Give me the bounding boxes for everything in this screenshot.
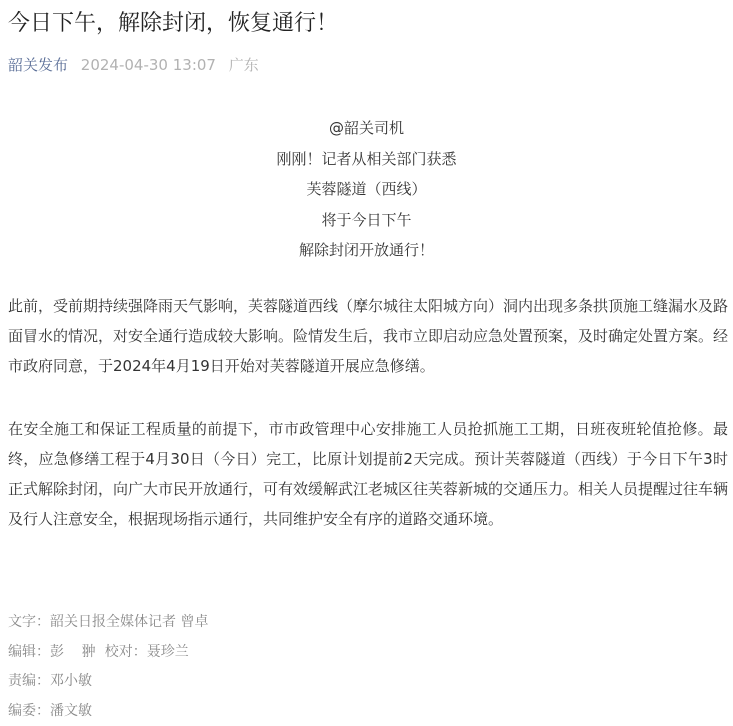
publish-date: 2024-04-30 13:07: [81, 56, 216, 74]
article-title: 今日下午，解除封闭，恢复通行！: [8, 6, 728, 42]
intro-line: 刚刚！记者从相关部门获悉: [0, 144, 733, 175]
article-meta: [8, 53, 259, 77]
source-link[interactable]: 韶关发布: [8, 56, 68, 74]
intro-line: 解除封闭开放通行！: [0, 235, 733, 266]
publish-region: 广东: [229, 56, 259, 74]
body-paragraph: 此前，受前期持续强降雨天气影响，芙蓉隧道西线（摩尔城往太阳城方向）洞内出现多条拱顶施工缝漏水及路面冒水的情况，对安全通行造成较大影响。险情发生后，我市立即启动应急处置预案，及时确定处置方案。经市政府同意，于2024年4月19日开始对芙蓉隧道开展应急修缮。: [8, 291, 728, 381]
credit-committee: 编委：潘文敏: [8, 697, 728, 726]
intro-line: 将于今日下午: [0, 205, 733, 236]
intro-line: 芙蓉隧道（西线）: [0, 174, 733, 205]
credits-block: [8, 608, 728, 726]
credit-responsible-editor: 责编：邓小敏: [8, 667, 728, 697]
credit-editor: 编辑：彭 翀 校对：聂珍兰: [8, 638, 728, 668]
intro-block: [0, 113, 733, 266]
intro-line: @韶关司机: [0, 113, 733, 144]
credit-writer: 文字：韶关日报全媒体记者 曾卓: [8, 608, 728, 638]
body-paragraph: 在安全施工和保证工程质量的前提下，市市政管理中心安排施工人员抢抓施工工期，日班夜班轮值抢修。最终，应急修缮工程于4月30日（今日）完工，比原计划提前2天完成。预计芙蓉隧道（西线）于今日下午3时正式解除封闭，向广大市民开放通行，可有效缓解武江老城区往芙蓉新城的交通压力。相关人员提醒过往车辆及行人注意安全，根据现场指示通行，共同维护安全有序的道路交通环境。: [8, 414, 728, 534]
